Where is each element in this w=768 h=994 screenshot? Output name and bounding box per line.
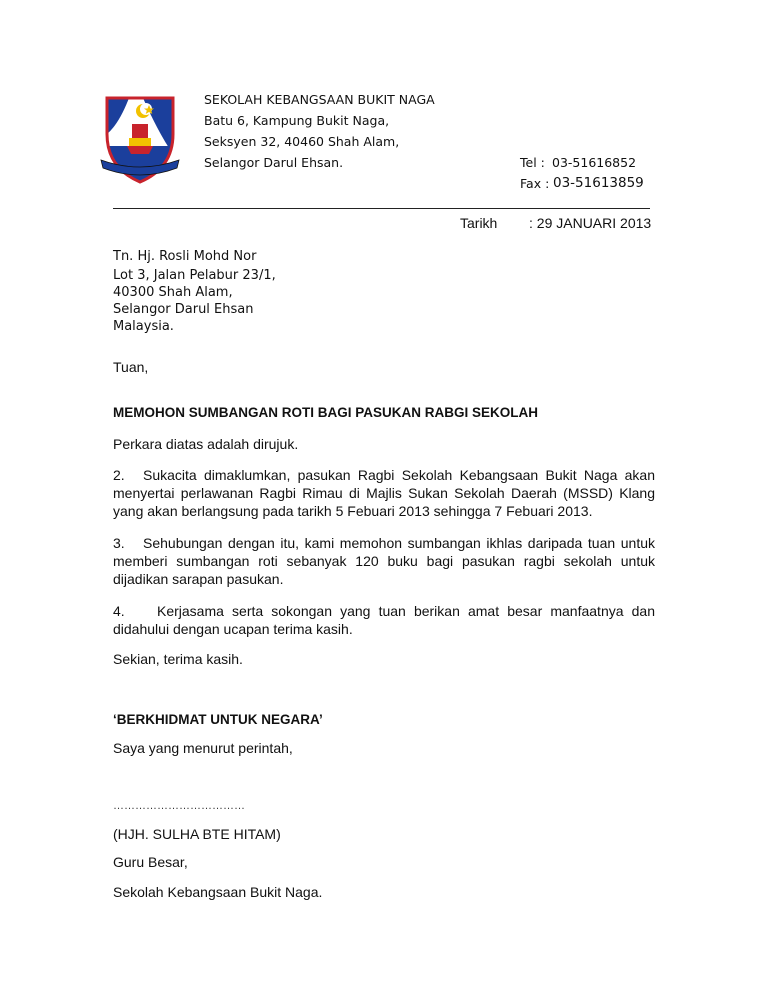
school-address-line-3: Selangor Darul Ehsan. bbox=[204, 155, 344, 170]
recipient-name: Tn. Hj. Rosli Mohd Nor bbox=[113, 249, 257, 264]
school-address-line-2: Seksyen 32, 40460 Shah Alam, bbox=[204, 134, 400, 149]
paragraph-3 bbox=[113, 534, 655, 588]
salutation: Tuan, bbox=[113, 359, 149, 375]
paragraph-1: Perkara diatas adalah dirujuk. bbox=[113, 436, 299, 452]
paragraph-3-number: 3. bbox=[113, 535, 125, 551]
paragraph-4 bbox=[113, 602, 655, 638]
fax-number: 03-51613859 bbox=[553, 175, 644, 191]
school-address-line-1: Batu 6, Kampung Bukit Naga, bbox=[204, 113, 390, 128]
paragraph-4-number: 4. bbox=[113, 603, 125, 619]
recipient-address-line-2: 40300 Shah Alam, bbox=[113, 285, 233, 300]
date-label: Tarikh bbox=[460, 215, 498, 231]
school-name: SEKOLAH KEBANGSAAN BUKIT NAGA bbox=[204, 92, 435, 107]
signatory-name: (HJH. SULHA BTE HITAM) bbox=[113, 826, 281, 842]
paragraph-2-text: Sukacita dimaklumkan, pasukan Ragbi Sekolah Kebangsaan Bukit Naga akan menyertai perlawanan Ragbi Rimau di Majlis Sukan Sekolah Daerah (MSSD) Klang yang akan berlangsung pada tarikh 5 Febuari 2013 sehingga 7 Febuari 2013. bbox=[113, 467, 655, 519]
header-divider bbox=[113, 208, 650, 209]
closing-line: Sekian, terima kasih. bbox=[113, 651, 243, 667]
fax-label: Fax : bbox=[520, 176, 550, 191]
sign-off: Saya yang menurut perintah, bbox=[113, 740, 293, 756]
paragraph-4-text: Kerjasama serta sokongan yang tuan berikan amat besar manfaatnya dan didahului dengan ucapan terima kasih. bbox=[113, 603, 655, 637]
subject-line: MEMOHON SUMBANGAN ROTI BAGI PASUKAN RABGI SEKOLAH bbox=[113, 405, 538, 420]
tel-label: Tel : bbox=[520, 155, 545, 170]
paragraph-2-number: 2. bbox=[113, 467, 125, 483]
recipient-address-line-3: Selangor Darul Ehsan bbox=[113, 302, 254, 317]
signatory-title: Guru Besar, bbox=[113, 854, 188, 870]
recipient-address-line-4: Malaysia. bbox=[113, 319, 174, 334]
date-value: : 29 JANUARI 2013 bbox=[529, 215, 652, 231]
motto: ‘BERKHIDMAT UNTUK NEGARA’ bbox=[113, 712, 323, 727]
recipient-address-line-1: Lot 3, Jalan Pelabur 23/1, bbox=[113, 268, 276, 283]
signature-line: ……………………………… bbox=[113, 800, 245, 812]
tel-number: 03-51616852 bbox=[552, 155, 637, 170]
signatory-organisation: Sekolah Kebangsaan Bukit Naga. bbox=[113, 884, 323, 900]
paragraph-3-text: Sehubungan dengan itu, kami memohon sumbangan ikhlas daripada tuan untuk memberi sumbangan roti sebanyak 120 buku bagi pasukan ragbi sekolah untuk dijadikan sarapan pasukan. bbox=[113, 535, 655, 587]
paragraph-2 bbox=[113, 466, 655, 520]
school-crest-logo bbox=[99, 94, 181, 186]
